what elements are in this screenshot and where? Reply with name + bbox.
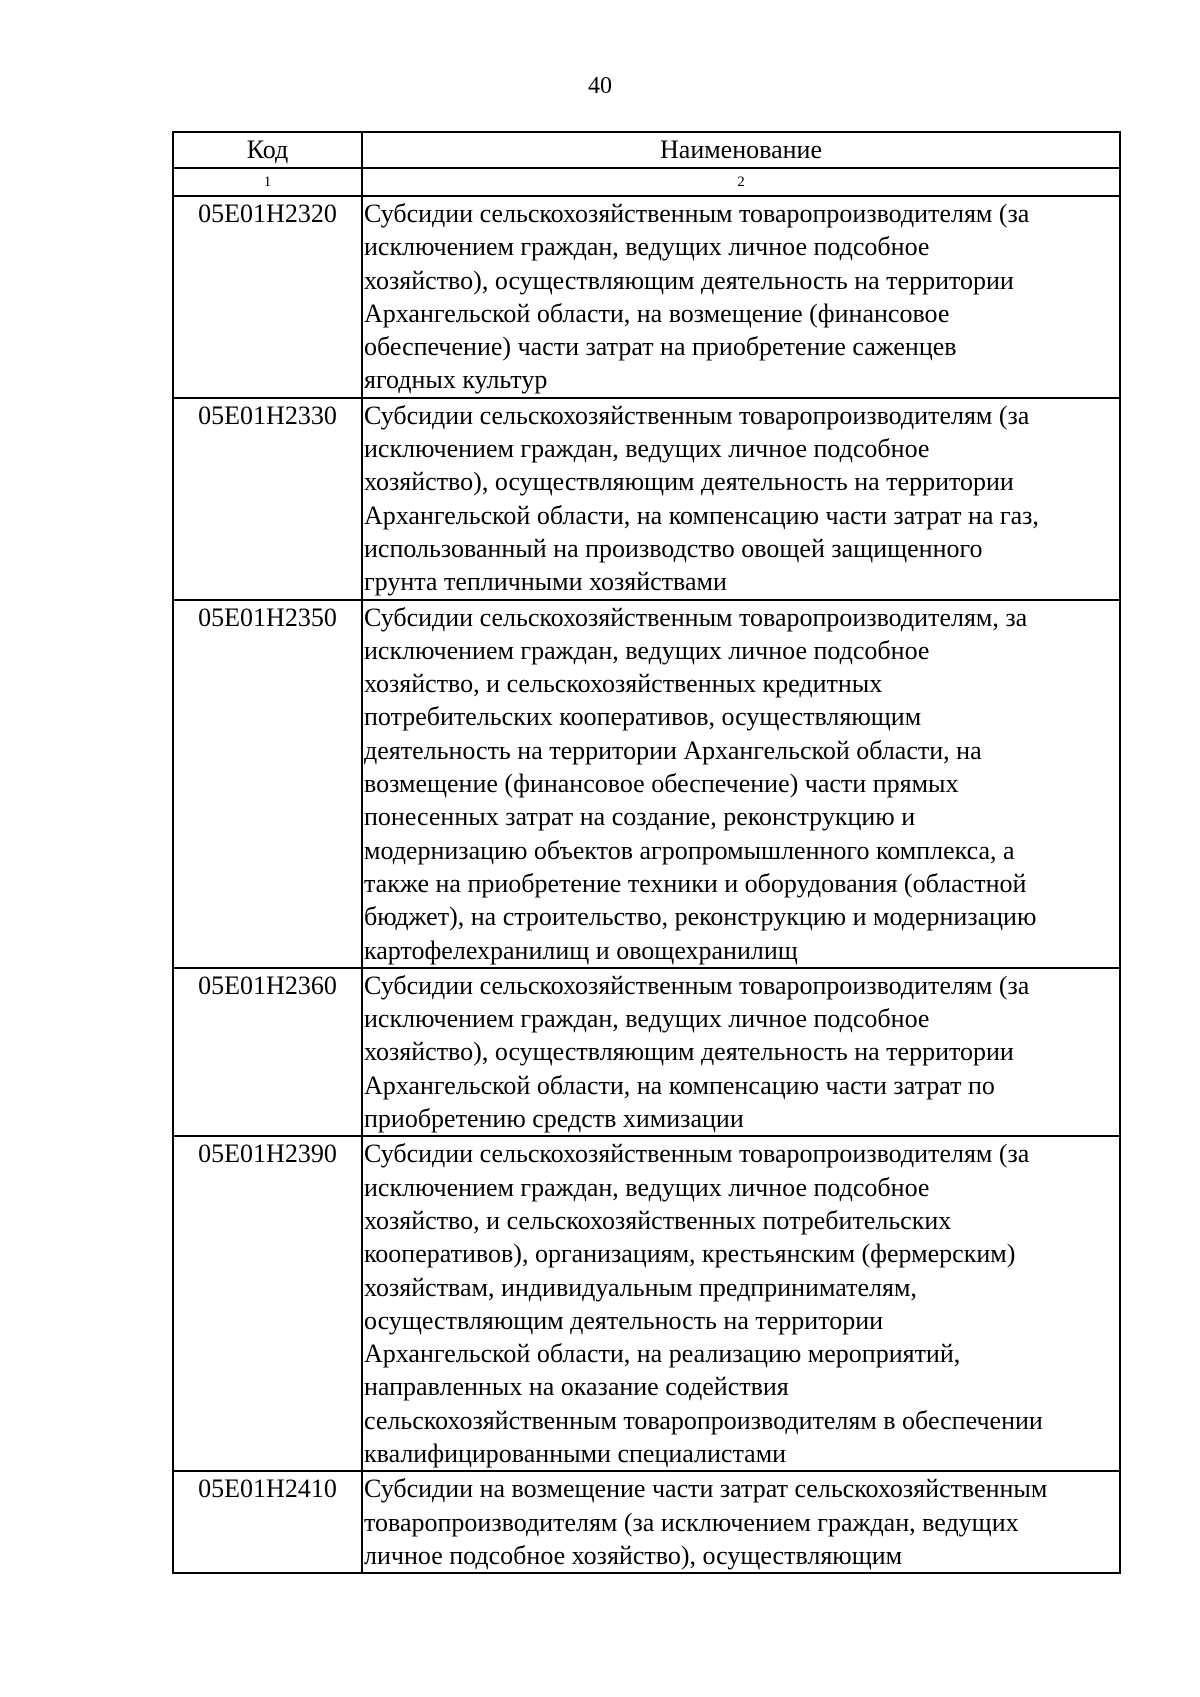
column-number-1: 1	[173, 168, 362, 196]
row-code: 05Е01Н2350	[173, 600, 362, 968]
row-code: 05Е01Н2390	[173, 1136, 362, 1471]
table-row	[173, 968, 1120, 1136]
header-code: Код	[173, 132, 362, 168]
budget-code-table	[172, 131, 1121, 1574]
row-code: 05Е01Н2410	[173, 1471, 362, 1573]
page-number: 40	[588, 73, 612, 99]
header-name: Наименование	[362, 132, 1120, 168]
row-name: Субсидии сельскохозяйственным товаропроизводителям (за исключением граждан, ведущих личное подсобное хозяйство), осуществляющим деятельность на территории Архангельской области, на возмещение (финансовое обеспечение) части затрат на приобретение саженцев ягодных культур	[362, 196, 1120, 398]
column-number-2: 2	[362, 168, 1120, 196]
table-row	[173, 398, 1120, 600]
table-row	[173, 196, 1120, 398]
row-code: 05Е01Н2320	[173, 196, 362, 398]
row-name: Субсидии сельскохозяйственным товаропроизводителям, за исключением граждан, ведущих личное подсобное хозяйство, и сельскохозяйственных кредитных потребительских кооперативов, осуществляющим деятельность на территории Архангельской области, на возмещение (финансовое обеспечение) части прямых понесенных затрат на создание, реконструкцию и модернизацию объектов агропромышленного комплекса, а также на приобретение техники и оборудования (областной бюджет), на строительство, реконструкцию и модернизацию картофелехранилищ и овощехранилищ	[362, 600, 1120, 968]
table-row	[173, 1136, 1120, 1471]
row-code: 05Е01Н2330	[173, 398, 362, 600]
row-code: 05Е01Н2360	[173, 968, 362, 1136]
table-row	[173, 600, 1120, 968]
table-row	[173, 1471, 1120, 1573]
row-name: Субсидии сельскохозяйственным товаропроизводителям (за исключением граждан, ведущих личное подсобное хозяйство, и сельскохозяйственных потребительских кооперативов), организациям, крестьянским (фермерским) хозяйствам, индивидуальным предпринимателям, осуществляющим деятельность на территории Архангельской области, на реализацию мероприятий, направленных на оказание содействия сельскохозяйственным товаропроизводителям в обеспечении квалифицированными специалистами	[362, 1136, 1120, 1471]
table-header-row	[173, 132, 1120, 168]
row-name: Субсидии сельскохозяйственным товаропроизводителям (за исключением граждан, ведущих личное подсобное хозяйство), осуществляющим деятельность на территории Архангельской области, на компенсацию части затрат на газ, использованный на производство овощей защищенного грунта тепличными хозяйствами	[362, 398, 1120, 600]
column-number-row	[173, 168, 1120, 196]
row-name: Субсидии на возмещение части затрат сельскохозяйственным товаропроизводителям (за исключением граждан, ведущих личное подсобное хозяйство), осуществляющим	[362, 1471, 1120, 1573]
row-name: Субсидии сельскохозяйственным товаропроизводителям (за исключением граждан, ведущих личное подсобное хозяйство), осуществляющим деятельность на территории Архангельской области, на компенсацию части затрат по приобретению средств химизации	[362, 968, 1120, 1136]
